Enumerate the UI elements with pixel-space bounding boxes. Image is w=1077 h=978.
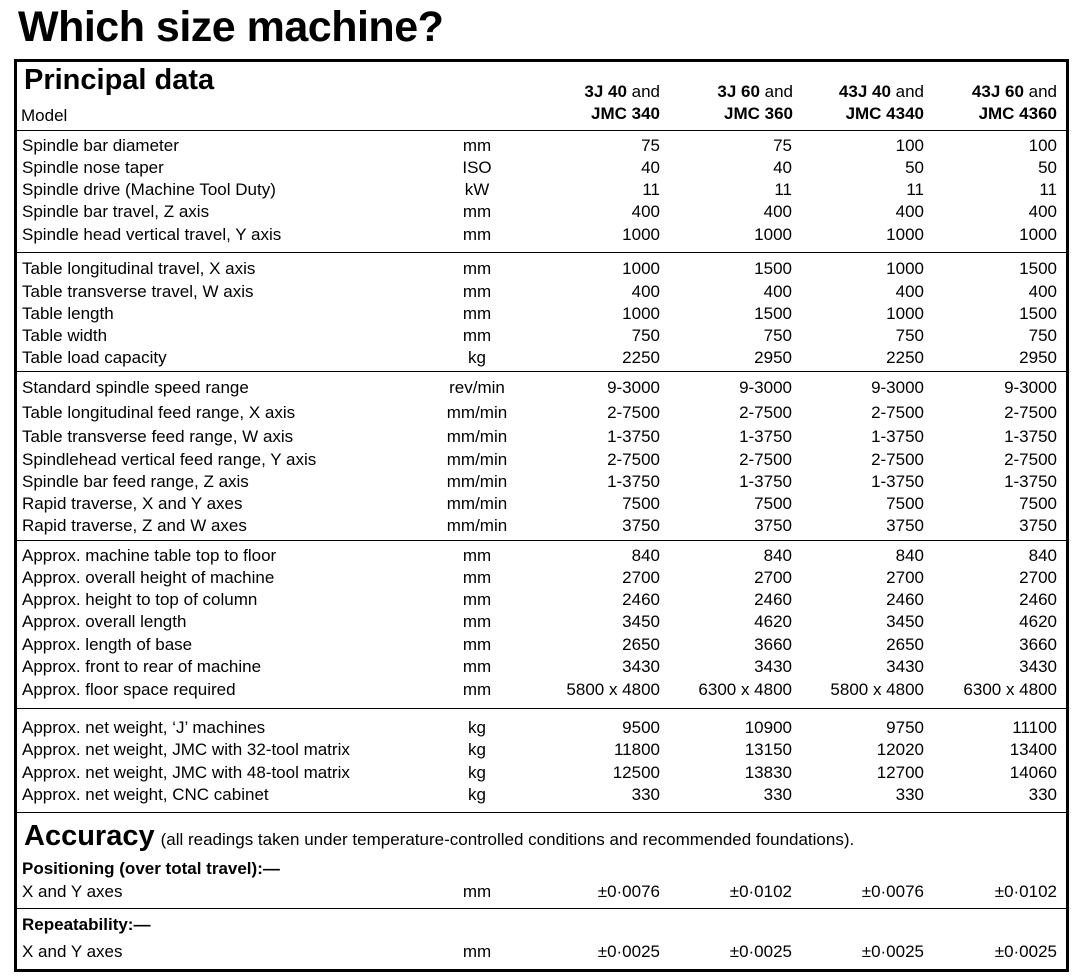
model-header-and: and: [890, 82, 924, 101]
row-value: 12700: [876, 763, 924, 782]
row-unit: mm: [462, 546, 492, 565]
row-value: 3750: [1019, 516, 1057, 535]
row-unit: mm/min: [446, 450, 508, 469]
row-unit: mm: [462, 136, 492, 155]
row-unit: mm: [462, 259, 492, 278]
row-value: 3450: [622, 612, 660, 631]
row-label: Spindle nose taper: [22, 158, 164, 177]
accuracy-note: (all readings taken under temperature-controlled conditions and recommended foundations).: [160, 830, 855, 849]
row-value: 2250: [622, 348, 660, 367]
row-value: 840: [763, 546, 792, 565]
row-label: Spindle bar diameter: [22, 136, 179, 155]
model-label: Model: [21, 106, 68, 125]
row-value: 2700: [622, 568, 660, 587]
divider: [17, 371, 1066, 372]
row-value: 9-3000: [607, 378, 660, 397]
row-value: 2-7500: [739, 450, 792, 469]
row-unit: mm/min: [446, 494, 508, 513]
row-unit: mm: [462, 282, 492, 301]
row-label: Rapid traverse, Z and W axes: [22, 516, 247, 535]
row-value: 750: [763, 326, 792, 345]
row-value: 400: [631, 282, 660, 301]
row-value: 2700: [1019, 568, 1057, 587]
divider: [17, 708, 1066, 709]
row-value: 1500: [754, 259, 792, 278]
row-label: Approx. overall height of machine: [22, 568, 275, 587]
row-label: Approx. net weight, JMC with 32-tool matrix: [22, 740, 350, 759]
row-value: 400: [1028, 202, 1057, 221]
row-value: ±0·0076: [861, 882, 924, 901]
row-value: ±0·0102: [729, 882, 792, 901]
row-label: Table transverse travel, W axis: [22, 282, 254, 301]
row-unit: kg: [468, 718, 486, 737]
row-value: 100: [1028, 136, 1057, 155]
row-label: X and Y axes: [22, 942, 123, 961]
row-value: 2700: [754, 568, 792, 587]
row-label: Approx. front to rear of machine: [22, 657, 262, 676]
row-value: 3750: [886, 516, 924, 535]
row-value: 11: [906, 180, 924, 199]
row-value: ±0·0025: [597, 942, 660, 961]
row-label: Spindle head vertical travel, Y axis: [22, 225, 282, 244]
row-value: 1-3750: [871, 427, 924, 446]
row-value: 11: [1039, 180, 1057, 199]
row-value: 2460: [754, 590, 792, 609]
model-column-header: [653, 81, 793, 125]
row-unit: mm: [462, 326, 492, 345]
row-unit: mm: [462, 942, 492, 961]
table-row: [0, 717, 1077, 739]
row-value: 400: [631, 202, 660, 221]
row-value: 840: [895, 546, 924, 565]
row-value: 1-3750: [607, 427, 660, 446]
divider: [17, 130, 1066, 131]
table-row: [0, 347, 1077, 369]
row-value: 40: [773, 158, 792, 177]
model-header-line1: 43J 40: [838, 82, 891, 101]
table-row: [0, 634, 1077, 656]
row-value: 12020: [876, 740, 924, 759]
accuracy-title: Accuracy: [24, 820, 155, 852]
row-value: 840: [631, 546, 660, 565]
row-value: ±0·0102: [994, 882, 1057, 901]
row-value: 13400: [1009, 740, 1057, 759]
row-unit: mm: [462, 680, 492, 699]
row-label: Approx. net weight, ‘J’ machines: [22, 718, 266, 737]
table-row: [0, 739, 1077, 761]
positioning-heading: Positioning (over total travel):—: [22, 859, 280, 878]
row-value: 1000: [886, 225, 924, 244]
row-value: 1000: [886, 259, 924, 278]
table-row: [0, 589, 1077, 611]
row-label: Approx. net weight, JMC with 48-tool matrix: [22, 763, 350, 782]
table-row: [0, 679, 1077, 701]
row-value: 10900: [744, 718, 792, 737]
row-label: Table longitudinal feed range, X axis: [22, 403, 296, 422]
row-unit: mm/min: [446, 516, 508, 535]
row-value: ±0·0025: [729, 942, 792, 961]
row-value: 1-3750: [871, 472, 924, 491]
table-row: [0, 135, 1077, 157]
table-row: [0, 515, 1077, 537]
row-value: 7500: [754, 494, 792, 513]
row-value: 330: [1028, 785, 1057, 804]
row-value: ±0·0025: [861, 942, 924, 961]
table-row: [0, 449, 1077, 471]
row-value: 400: [895, 202, 924, 221]
row-value: 2950: [1019, 348, 1057, 367]
row-value: 1000: [622, 225, 660, 244]
row-unit: kg: [468, 763, 486, 782]
row-value: 11800: [613, 740, 660, 759]
row-value: 11: [774, 180, 792, 199]
row-value: 2-7500: [739, 403, 792, 422]
row-value: 3660: [1019, 635, 1057, 654]
row-value: 2950: [754, 348, 792, 367]
model-header-line2: JMC 4360: [978, 104, 1057, 123]
row-value: 1500: [754, 304, 792, 323]
row-label: Rapid traverse, X and Y axes: [22, 494, 243, 513]
row-unit: mm: [462, 590, 492, 609]
row-value: 9-3000: [739, 378, 792, 397]
row-unit: mm/min: [446, 472, 508, 491]
row-value: 1000: [622, 259, 660, 278]
row-unit: mm: [462, 657, 492, 676]
table-row: [0, 426, 1077, 448]
row-value: 3430: [1019, 657, 1057, 676]
model-column-header: [784, 81, 924, 125]
row-value: 1-3750: [739, 472, 792, 491]
row-value: 330: [631, 785, 660, 804]
table-row: [0, 224, 1077, 246]
row-value: 5800 x 4800: [566, 680, 660, 699]
row-unit: mm/min: [446, 403, 508, 422]
row-label: Table longitudinal travel, X axis: [22, 259, 256, 278]
row-value: 14060: [1009, 763, 1057, 782]
row-value: 2-7500: [1004, 403, 1057, 422]
model-header-and: and: [1023, 82, 1057, 101]
row-label: Approx. height to top of column: [22, 590, 258, 609]
model-header-line2: JMC 340: [591, 104, 660, 123]
row-value: 1500: [1019, 304, 1057, 323]
model-header-and: and: [759, 82, 793, 101]
row-value: 11: [642, 180, 660, 199]
row-value: 2460: [886, 590, 924, 609]
table-row: [0, 377, 1077, 399]
row-value: 1500: [1019, 259, 1057, 278]
table-row: [0, 402, 1077, 424]
row-label: Approx. length of base: [22, 635, 193, 654]
row-unit: kg: [468, 785, 486, 804]
table-row: [0, 611, 1077, 633]
row-value: 13830: [744, 763, 792, 782]
row-label: Approx. machine table top to floor: [22, 546, 277, 565]
row-value: 75: [773, 136, 792, 155]
principal-data-heading: Principal data: [24, 64, 215, 96]
row-label: Approx. overall length: [22, 612, 187, 631]
row-value: 12500: [612, 763, 660, 782]
accuracy-heading: [24, 818, 854, 859]
row-unit: mm: [462, 304, 492, 323]
page-title: Which size machine?: [18, 3, 444, 51]
row-value: 1-3750: [1004, 472, 1057, 491]
row-unit: mm: [462, 882, 492, 901]
row-value: 3660: [754, 635, 792, 654]
row-value: 9-3000: [871, 378, 924, 397]
row-unit: mm: [462, 202, 492, 221]
row-unit: kg: [468, 348, 486, 367]
row-label: Table transverse feed range, W axis: [22, 427, 294, 446]
divider: [17, 812, 1066, 813]
row-value: 400: [895, 282, 924, 301]
row-value: 2-7500: [607, 403, 660, 422]
model-header-and: and: [626, 82, 660, 101]
divider: [17, 908, 1066, 909]
row-value: 3450: [886, 612, 924, 631]
row-value: 2250: [886, 348, 924, 367]
row-value: 750: [1028, 326, 1057, 345]
row-label: Spindlehead vertical feed range, Y axis: [22, 450, 317, 469]
row-value: 75: [641, 136, 660, 155]
table-row: [0, 325, 1077, 347]
row-value: 4620: [1019, 612, 1057, 631]
row-unit: kW: [464, 180, 490, 199]
table-row: [0, 881, 1077, 903]
row-label: Spindle bar travel, Z axis: [22, 202, 210, 221]
row-value: 3430: [886, 657, 924, 676]
row-unit: ISO: [462, 158, 492, 177]
row-value: 7500: [886, 494, 924, 513]
table-row: [0, 545, 1077, 567]
row-value: 400: [1028, 282, 1057, 301]
row-value: 40: [641, 158, 660, 177]
row-label: Spindle drive (Machine Tool Duty): [22, 180, 276, 199]
table-row: [0, 157, 1077, 179]
table-row: [0, 179, 1077, 201]
row-label: X and Y axes: [22, 882, 123, 901]
row-value: 2650: [622, 635, 660, 654]
model-header-line2: JMC 360: [724, 104, 793, 123]
model-column-header: [917, 81, 1057, 125]
row-value: 6300 x 4800: [963, 680, 1057, 699]
row-unit: mm: [462, 225, 492, 244]
row-value: 1000: [754, 225, 792, 244]
row-value: 50: [905, 158, 924, 177]
row-value: 2-7500: [607, 450, 660, 469]
row-value: 2460: [1019, 590, 1057, 609]
row-value: 750: [895, 326, 924, 345]
row-value: 2650: [886, 635, 924, 654]
divider: [17, 540, 1066, 541]
row-value: 3750: [622, 516, 660, 535]
table-row: [0, 941, 1077, 963]
row-value: 9-3000: [1004, 378, 1057, 397]
row-value: 6300 x 4800: [698, 680, 792, 699]
row-value: 3430: [622, 657, 660, 676]
row-value: 330: [763, 785, 792, 804]
row-unit: mm: [462, 612, 492, 631]
row-value: 750: [631, 326, 660, 345]
row-label: Approx. floor space required: [22, 680, 236, 699]
row-value: 9500: [622, 718, 660, 737]
row-value: 13150: [744, 740, 792, 759]
row-value: ±0·0076: [597, 882, 660, 901]
divider: [17, 252, 1066, 253]
model-column-header: [520, 81, 660, 125]
row-value: 1000: [622, 304, 660, 323]
row-value: 100: [895, 136, 924, 155]
row-value: 2-7500: [871, 450, 924, 469]
row-value: 840: [1028, 546, 1057, 565]
model-header-line1: 3J 40: [584, 82, 627, 101]
row-label: Table width: [22, 326, 108, 345]
model-header-line2: JMC 4340: [845, 104, 924, 123]
row-label: Spindle bar feed range, Z axis: [22, 472, 249, 491]
row-value: 1-3750: [607, 472, 660, 491]
row-label: Table length: [22, 304, 114, 323]
row-label: Table load capacity: [22, 348, 167, 367]
repeatability-heading: Repeatability:—: [22, 915, 151, 934]
table-row: [0, 303, 1077, 325]
row-unit: mm/min: [446, 427, 508, 446]
table-row: [0, 258, 1077, 280]
model-header-line1: 43J 60: [971, 82, 1024, 101]
row-value: ±0·0025: [994, 942, 1057, 961]
table-row: [0, 656, 1077, 678]
model-header-line1: 3J 60: [717, 82, 760, 101]
row-value: 330: [895, 785, 924, 804]
row-value: 11100: [1012, 718, 1057, 737]
row-value: 9750: [886, 718, 924, 737]
row-unit: mm: [462, 635, 492, 654]
table-row: [0, 281, 1077, 303]
row-value: 2-7500: [1004, 450, 1057, 469]
row-value: 7500: [622, 494, 660, 513]
table-row: [0, 201, 1077, 223]
row-value: 4620: [754, 612, 792, 631]
row-value: 400: [763, 282, 792, 301]
row-label: Standard spindle speed range: [22, 378, 249, 397]
table-row: [0, 567, 1077, 589]
row-value: 7500: [1019, 494, 1057, 513]
row-value: 2-7500: [871, 403, 924, 422]
row-label: Approx. net weight, CNC cabinet: [22, 785, 269, 804]
row-value: 1000: [886, 304, 924, 323]
table-row: [0, 784, 1077, 806]
row-unit: mm: [462, 568, 492, 587]
row-value: 50: [1038, 158, 1057, 177]
row-value: 2460: [622, 590, 660, 609]
table-row: [0, 493, 1077, 515]
row-value: 1-3750: [739, 427, 792, 446]
table-row: [0, 471, 1077, 493]
row-value: 3430: [754, 657, 792, 676]
row-value: 5800 x 4800: [830, 680, 924, 699]
row-value: 3750: [754, 516, 792, 535]
table-row: [0, 762, 1077, 784]
row-unit: kg: [468, 740, 486, 759]
row-value: 400: [763, 202, 792, 221]
row-value: 2700: [886, 568, 924, 587]
row-value: 1-3750: [1004, 427, 1057, 446]
row-value: 1000: [1019, 225, 1057, 244]
row-unit: rev/min: [449, 378, 505, 397]
